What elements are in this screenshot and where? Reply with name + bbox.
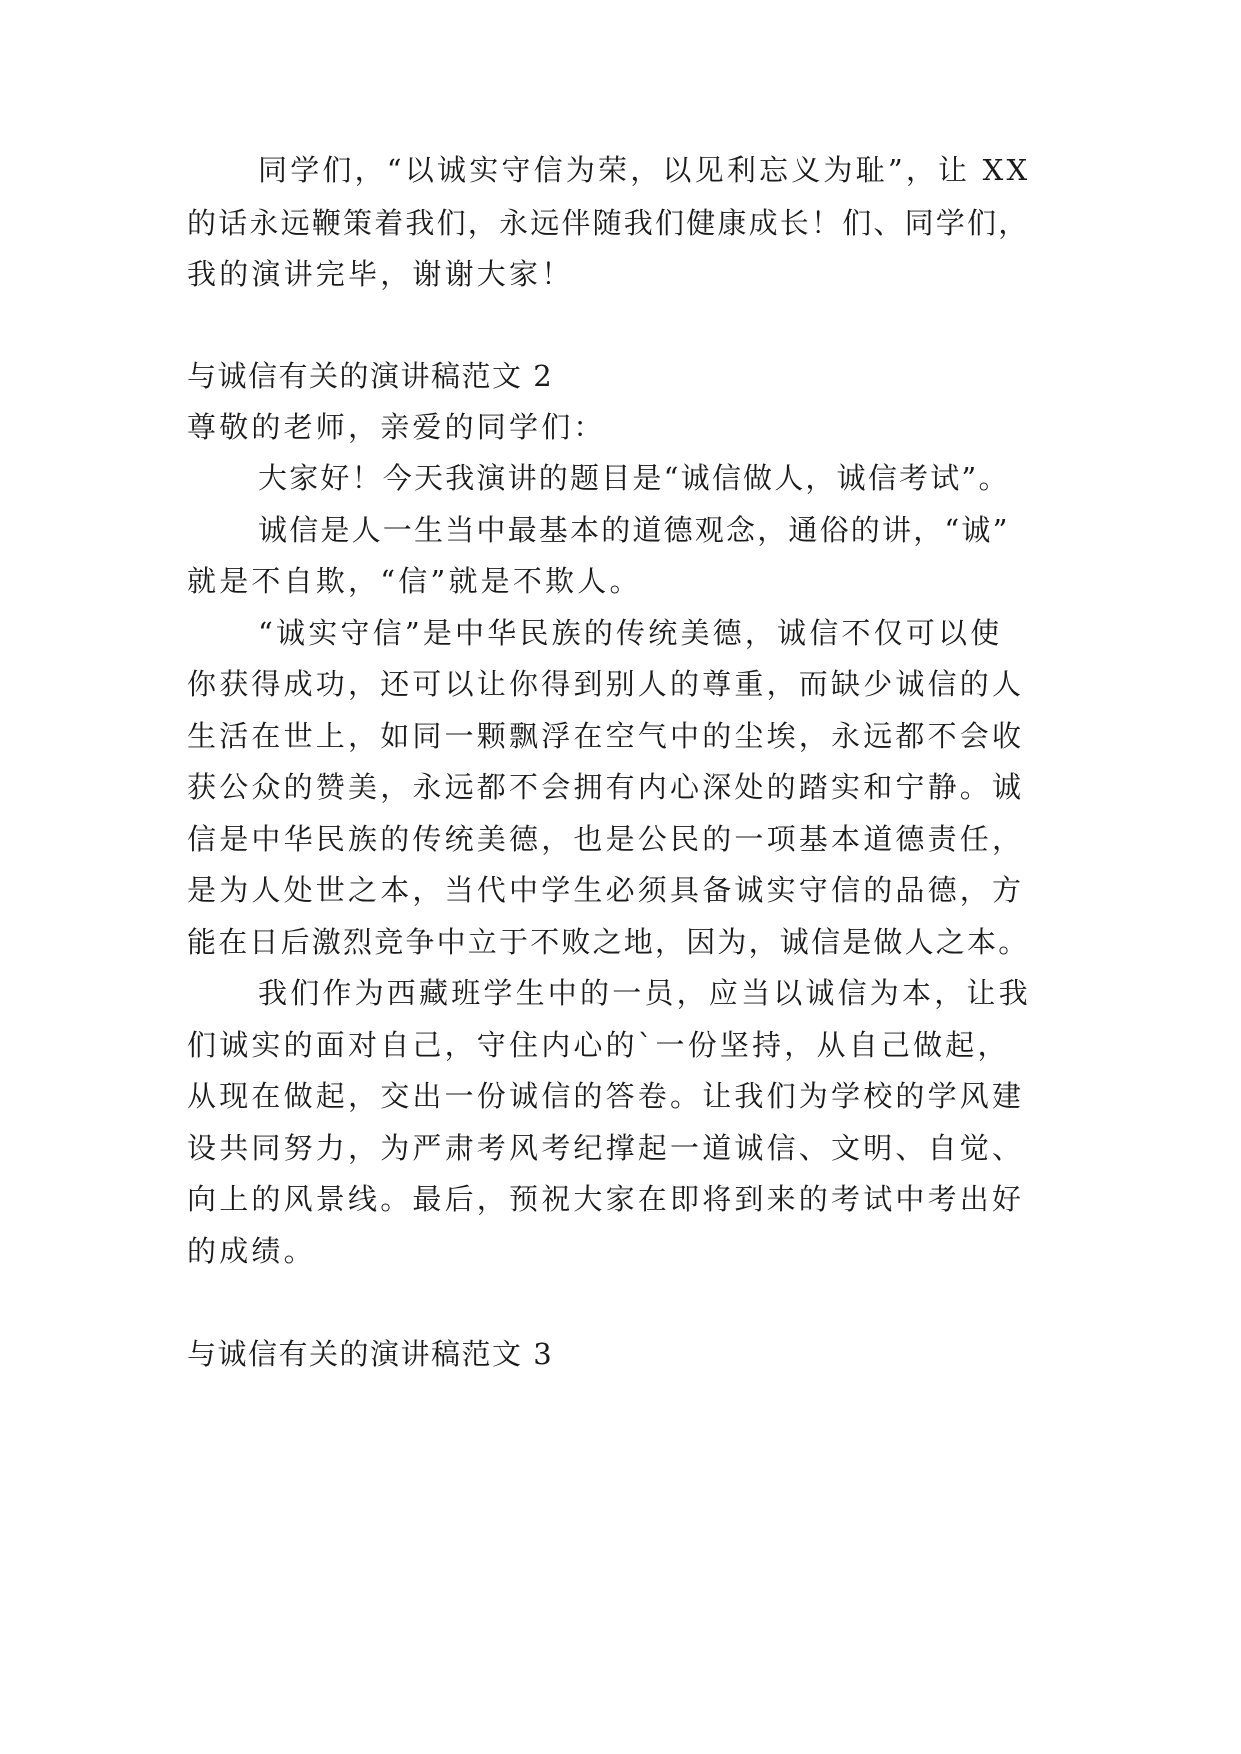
salutation: 尊敬的老师，亲爱的同学们：: [187, 410, 606, 444]
paragraph-line: 就是不自欺，“信”就是不欺人。: [187, 564, 642, 598]
paragraph-line: 的话永远鞭策着我们，永远伴随我们健康成长！们、同学们，: [187, 206, 1030, 240]
paragraph-line: 信是中华民族的传统美德，也是公民的一项基本道德责任，: [187, 822, 1025, 856]
section-title: 与诚信有关的演讲稿范文 3: [187, 1337, 554, 1371]
paragraph-line: 我们作为西藏班学生中的一员，应当以诚信为本，让我: [258, 976, 1031, 1010]
paragraph-line: 诚信是人一生当中最基本的道德观念，通俗的讲，“诚”: [258, 513, 1010, 547]
paragraph-line: 生活在世上，如同一颗飘浮在空气中的尘埃，永远都不会收: [187, 719, 1025, 753]
paragraph-line: 能在日后激烈竞争中立于不败之地，因为，诚信是做人之本。: [187, 925, 1030, 959]
paragraph-line: 设共同努力，为严肃考风考纪撑起一道诚信、文明、自觉、: [187, 1131, 1025, 1165]
paragraph-line: 我的演讲完毕，谢谢大家！: [187, 257, 574, 291]
section-title: 与诚信有关的演讲稿范文 2: [187, 359, 554, 393]
paragraph-line: 你获得成功，还可以让你得到别人的尊重，而缺少诚信的人: [187, 667, 1025, 701]
paragraph-line: 同学们，“以诚实守信为荣，以见利忘义为耻”，让 XX: [258, 153, 1031, 187]
paragraph-line: 从现在做起，交出一份诚信的答卷。让我们为学校的学风建: [187, 1079, 1025, 1113]
paragraph-line: 向上的风景线。最后，预祝大家在即将到来的考试中考出好: [187, 1182, 1025, 1216]
paragraph-line: 是为人处世之本，当代中学生必须具备诚实守信的品德，方: [187, 873, 1025, 907]
paragraph-line: 获公众的赞美，永远都不会拥有内心深处的踏实和宁静。诚: [187, 770, 1025, 804]
paragraph-line: “诚实守信”是中华民族的传统美德，诚信不仅可以使: [258, 616, 1003, 650]
paragraph-line: 的成绩。: [187, 1234, 316, 1268]
paragraph-line: 大家好！今天我演讲的题目是“诚信做人，诚信考试”。: [258, 461, 1010, 495]
paragraph-line: 们诚实的面对自己，守住内心的`一份坚持，从自己做起，: [187, 1028, 1010, 1062]
